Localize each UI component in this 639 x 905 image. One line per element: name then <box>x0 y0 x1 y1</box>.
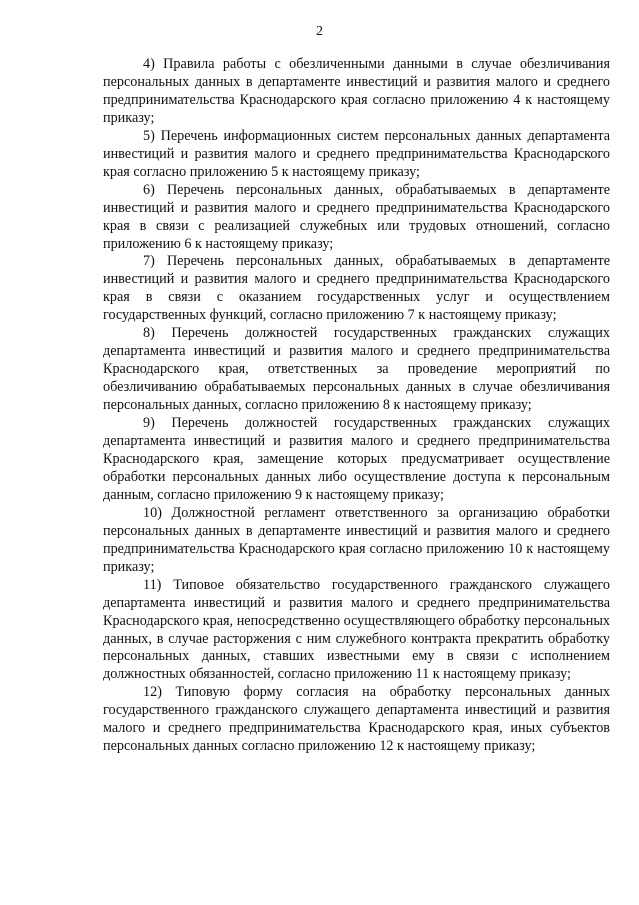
list-item-5: 5) Перечень информационных систем персональных данных департамента инвестиций и развития малого и среднего предпринимательства Краснодарского края согласно приложению 5 к настоящему приказу; <box>103 127 610 180</box>
list-item-8: 8) Перечень должностей государственных гражданских служащих департамента инвестиций и развития малого и среднего предпринимательства Краснодарского края, ответственных за проведение мероприятий по обезличиванию обрабатываемых персональных данных в случае обезличивания персональных данных, согласно приложению 8 к настоящему приказу; <box>103 325 610 414</box>
list-item-12: 12) Типовую форму согласия на обработку персональных данных государственного гражданского служащего департамента инвестиций и развития малого и среднего предпринимательства Краснодарского края, иных субъектов персональных данных согласно приложению 12 к настоящему приказу; <box>103 684 610 755</box>
list-item-11: 11) Типовое обязательство государственного гражданского служащего департамента инвестиций и развития малого и среднего предпринимательства Краснодарского края, непосредственно осуществляющего обработку персональных данных, в случае расторжения с ним служебного контракта прекратить обработку персональных данных, ставших известными ему в связи с исполнением должностных обязанностей, согласно приложению 11 к настоящему приказу; <box>103 576 610 683</box>
list-item-7: 7) Перечень персональных данных, обрабатываемых в департаменте инвестиций и развития малого и среднего предпринимательства Краснодарского края в связи с оказанием государственных услуг и осуществлением государственных функций, согласно приложению 7 к настоящему приказу; <box>103 253 610 324</box>
list-item-9: 9) Перечень должностей государственных гражданских служащих департамента инвестиций и развития малого и среднего предпринимательства Краснодарского края, замещение которых предусматривает осуществление обработки персональных данных либо осуществление доступа к персональным данным, согласно приложению 9 к настоящему приказу; <box>103 415 610 503</box>
page-number: 2 <box>316 24 323 39</box>
document-body <box>103 56 610 756</box>
list-item-10: 10) Должностной регламент ответственного за организацию обработки персональных данных в департаменте инвестиций и развития малого и среднего предпринимательства Краснодарского края согласно приложению 10 к настоящему приказу; <box>103 504 610 575</box>
list-item-6: 6) Перечень персональных данных, обрабатываемых в департаменте инвестиций и развития малого и среднего предпринимательства Краснодарского края в связи с реализацией служебных или трудовых отношений, согласно приложению 6 к настоящему приказу; <box>103 181 610 252</box>
list-item-4: 4) Правила работы с обезличенными данными в случае обезличивания персональных данных в департаменте инвестиций и развития малого и среднего предпринимательства Краснодарского края согласно приложению 4 к настоящему приказу; <box>103 56 610 126</box>
